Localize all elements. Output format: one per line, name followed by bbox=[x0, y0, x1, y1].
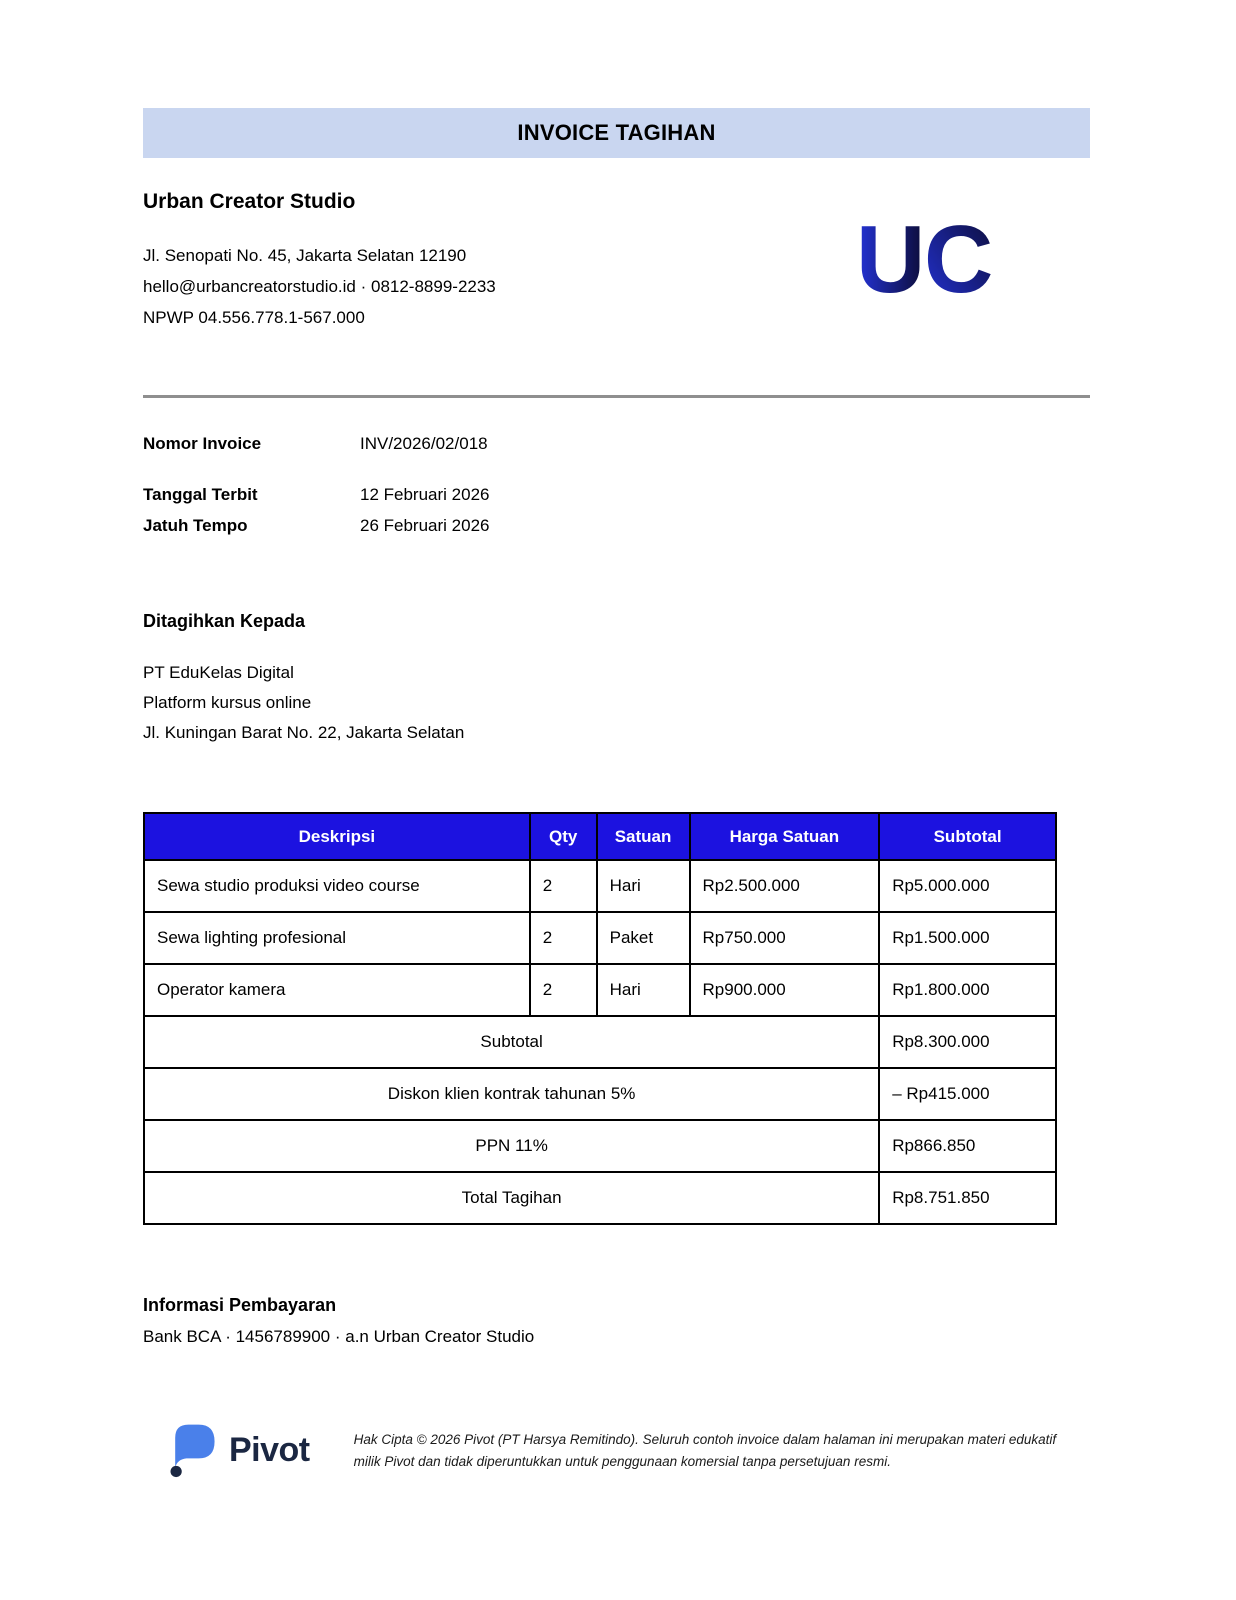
client-description: Platform kursus online bbox=[143, 693, 312, 712]
item-unit-price: Rp750.000 bbox=[690, 912, 880, 964]
payment-info-section bbox=[143, 1289, 1090, 1353]
svg-text:U: U bbox=[856, 208, 926, 308]
summary-row-discount bbox=[144, 1068, 1056, 1120]
header-deskripsi: Deskripsi bbox=[144, 813, 530, 860]
item-description: Sewa studio produksi video course bbox=[144, 860, 530, 912]
summary-label: Diskon klien kontrak tahunan 5% bbox=[144, 1068, 879, 1120]
table-row bbox=[144, 860, 1056, 912]
table-row bbox=[144, 964, 1056, 1016]
meta-row-issue-date bbox=[143, 479, 1090, 510]
copyright-line-2: milik Pivot dan tidak diperuntukkan untuk penggunaan komersial tanpa persetujuan resmi. bbox=[353, 1453, 891, 1469]
invoice-number-value: INV/2026/02/018 bbox=[360, 434, 488, 453]
item-unit: Hari bbox=[597, 964, 690, 1016]
summary-row-tax bbox=[144, 1120, 1056, 1172]
item-subtotal: Rp5.000.000 bbox=[879, 860, 1056, 912]
company-block bbox=[143, 190, 1090, 333]
company-address: Jl. Senopati No. 45, Jakarta Selatan 12190 bbox=[143, 246, 467, 265]
pivot-logo-icon bbox=[163, 1417, 223, 1484]
item-description: Sewa lighting profesional bbox=[144, 912, 530, 964]
company-info bbox=[143, 190, 496, 333]
company-npwp: NPWP 04.556.778.1-567.000 bbox=[143, 308, 365, 327]
item-subtotal: Rp1.800.000 bbox=[879, 964, 1056, 1016]
invoice-meta bbox=[143, 428, 1090, 541]
issue-date-value: 12 Februari 2026 bbox=[360, 485, 490, 504]
summary-value: Rp866.850 bbox=[879, 1120, 1056, 1172]
meta-row-due-date bbox=[143, 510, 1090, 541]
header-harga-satuan: Harga Satuan bbox=[690, 813, 880, 860]
company-name: Urban Creator Studio bbox=[143, 190, 356, 213]
item-unit-price: Rp900.000 bbox=[690, 964, 880, 1016]
client-address: Jl. Kuningan Barat No. 22, Jakarta Selatan bbox=[143, 723, 465, 742]
issue-date-label: Tanggal Terbit bbox=[143, 485, 258, 504]
payment-details: Bank BCA · 1456789900 · a.n Urban Creator Studio bbox=[143, 1327, 535, 1346]
page-title: INVOICE TAGIHAN bbox=[517, 120, 716, 145]
pivot-wordmark: Pivot bbox=[229, 1431, 310, 1469]
item-unit: Hari bbox=[597, 860, 690, 912]
company-contact: hello@urbancreatorstudio.id · 0812-8899-2233 bbox=[143, 277, 496, 296]
item-subtotal: Rp1.500.000 bbox=[879, 912, 1056, 964]
summary-label: Total Tagihan bbox=[144, 1172, 879, 1224]
item-description: Operator kamera bbox=[144, 964, 530, 1016]
billed-to-heading: Ditagihkan Kepada bbox=[143, 611, 306, 631]
company-logo-icon bbox=[856, 208, 998, 313]
copyright-text bbox=[354, 1429, 1057, 1473]
summary-value: – Rp415.000 bbox=[879, 1068, 1056, 1120]
invoice-number-label: Nomor Invoice bbox=[143, 434, 262, 453]
item-qty: 2 bbox=[530, 912, 597, 964]
item-unit-price: Rp2.500.000 bbox=[690, 860, 880, 912]
summary-row-total bbox=[144, 1172, 1056, 1224]
pivot-logo bbox=[163, 1417, 310, 1484]
copyright-line-1: Hak Cipta © 2026 Pivot (PT Harsya Remitindo). Seluruh contoh invoice dalam halaman ini merupakan materi edukatif bbox=[353, 1431, 1057, 1447]
payment-heading: Informasi Pembayaran bbox=[143, 1295, 337, 1315]
line-items-table bbox=[143, 812, 1057, 1225]
summary-value: Rp8.300.000 bbox=[879, 1016, 1056, 1068]
due-date-value: 26 Februari 2026 bbox=[360, 516, 490, 535]
table-row bbox=[144, 912, 1056, 964]
summary-label: Subtotal bbox=[144, 1016, 879, 1068]
invoice-content bbox=[143, 0, 1090, 1484]
summary-label: PPN 11% bbox=[144, 1120, 879, 1172]
client-name: PT EduKelas Digital bbox=[143, 663, 294, 682]
billed-to-lines bbox=[143, 658, 1090, 748]
footer bbox=[143, 1417, 1090, 1484]
svg-text:C: C bbox=[924, 208, 994, 308]
billed-to-section bbox=[143, 611, 1090, 748]
item-qty: 2 bbox=[530, 964, 597, 1016]
title-band bbox=[143, 108, 1090, 158]
meta-row-invoice-number bbox=[143, 428, 1090, 459]
summary-value: Rp8.751.850 bbox=[879, 1172, 1056, 1224]
item-unit: Paket bbox=[597, 912, 690, 964]
section-divider bbox=[143, 395, 1090, 398]
header-qty: Qty bbox=[530, 813, 597, 860]
summary-row-subtotal bbox=[144, 1016, 1056, 1068]
table-header-row bbox=[144, 813, 1056, 860]
header-subtotal: Subtotal bbox=[879, 813, 1056, 860]
item-qty: 2 bbox=[530, 860, 597, 912]
meta-spacer bbox=[143, 459, 1090, 479]
header-satuan: Satuan bbox=[597, 813, 690, 860]
due-date-label: Jatuh Tempo bbox=[143, 516, 248, 535]
